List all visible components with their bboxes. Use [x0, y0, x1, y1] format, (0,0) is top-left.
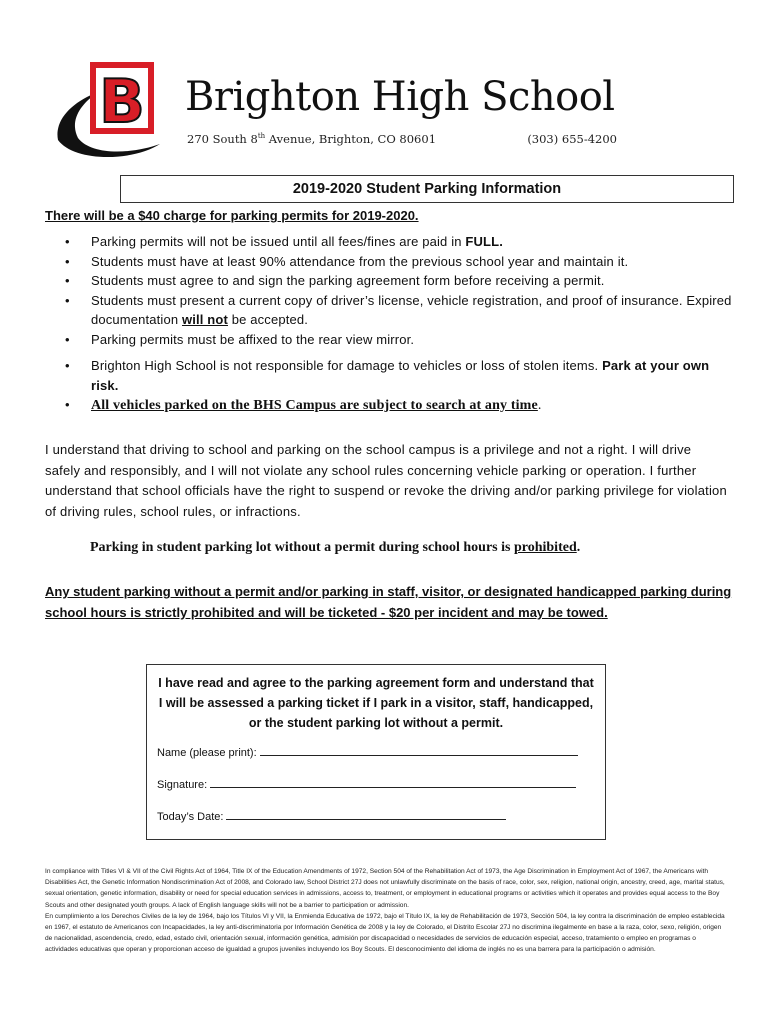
rule-search: • All vehicles parked on the BHS Campus are subject to search at any time.	[45, 395, 735, 416]
prohibited-notice: Parking in student parking lot without a permit during school hours is prohibited.	[90, 540, 581, 555]
agreement-form	[146, 664, 606, 840]
name-field[interactable]	[157, 745, 578, 759]
signature-line[interactable]	[210, 777, 576, 788]
rule-fees: • Parking permits will not be issued until all fees/fines are paid in FULL.	[45, 232, 735, 252]
parking-rules-list	[45, 232, 735, 416]
date-field[interactable]	[157, 809, 506, 823]
signature-label: Signature:	[157, 779, 208, 791]
name-line[interactable]	[260, 745, 578, 756]
rule-agreement: • Students must agree to and sign the parking agreement form before receiving a permit.	[45, 271, 735, 291]
rule-liability: • Brighton High School is not responsible for damage to vehicles or loss of stolen items. Park at your own risk.	[45, 356, 735, 395]
school-name: Brighton High School	[185, 74, 615, 120]
rule-documents: • Students must present a current copy of driver’s license, vehicle registration, and proof of insurance. Expired documentation will not be accepted.	[45, 291, 735, 330]
notice-english: In compliance with Titles VI & VII of the Civil Rights Act of 1964, Title IX of the Education Amendments of 1972, Section 504 of the Rehabilitation Act of 1973, the Age Discrimination in Employment Act of 1967, the Americans with Disabilities Act, the Genetic Information Nondiscrimination Act of 2008, and Colorado law, School District 27J does not unlawfully discriminate on the basis of race, color, sex, religion, national origin, ancestry, creed, age, marital status, sexual orientation, genetic information, disability or need for special education services in admissions, access to, treatment, or employment in educational programs or activities which it operates and provides equal access to the Boy Scouts and other designated youth groups. A lack of English language skills will not be a barrier to participation or admission.	[45, 868, 725, 909]
agreement-statement: I have read and agree to the parking agreement form and understand that I will be assessed a parking ticket if I park in a visitor, staff, handicapped, or the student parking lot without a permit.	[158, 676, 594, 730]
date-line[interactable]	[226, 809, 506, 820]
contact-line	[187, 132, 617, 146]
name-label: Name (please print):	[157, 747, 257, 759]
rule-mirror: • Parking permits must be affixed to the rear view mirror.	[45, 330, 735, 350]
logo-letter: B	[99, 67, 145, 137]
page-title: 2019-2020 Student Parking Information	[120, 175, 734, 203]
date-label: Today’s Date:	[157, 811, 224, 823]
school-logo	[52, 58, 162, 158]
signature-field[interactable]	[157, 777, 576, 791]
rule-attendance: • Students must have at least 90% attendance from the previous school year and maintain it.	[45, 252, 735, 272]
notice-spanish: En cumplimiento a los Derechos Civiles de la ley de 1964, bajo los Títulos VI y VII, la Enmienda Educativa de 1972, bajo el Título IX, la ley de Rehabilitación de 1973, Sección 504, la ley contra la discriminación de empleo establecida en 1967, el estatuto de Americanos con Incapacidades, la ley anti-discriminatoria por Información Genética de 2008 y la ley de Colorado, el Distrito Escolar 27J no discrimina ilegalmente en base a la raza, color, sexo, religión, origen de nacionalidad, ascendencia, credo, edad, estado civil, orientación sexual, información genética, admisión por discapacidad o necesidades de servicios de educación especial, acceso, tratamiento o empleo en programas o actividades educativas que operan y proporcionan acceso de igualdad a grupos juveniles incluyendo los Boy Scouts. El desconocimiento del idioma de inglés no es una barrera para la participación o admisión.	[45, 912, 725, 954]
privilege-statement: I understand that driving to school and parking on the school campus is a privilege and not a right. I will drive safely and responsibly, and I will not violate any school rules concerning vehicle parking or operation. I further understand that school officials have the right to suspend or revoke the driving and/or parking privilege for violation of driving rules, school rules, or infractions.	[45, 442, 727, 519]
nondiscrimination-notice	[45, 866, 725, 956]
school-address: 270 South 8th Avenue, Brighton, CO 80601	[187, 132, 437, 146]
school-phone: (303) 655-4200	[527, 132, 617, 146]
permit-charge-notice: There will be a $40 charge for parking permits for 2019-2020.	[45, 208, 419, 223]
ticket-warning: Any student parking without a permit and/or parking in staff, visitor, or designated handicapped parking during school hours is strictly prohibited and will be ticketed - $20 per incident and may be towed.	[45, 584, 732, 620]
